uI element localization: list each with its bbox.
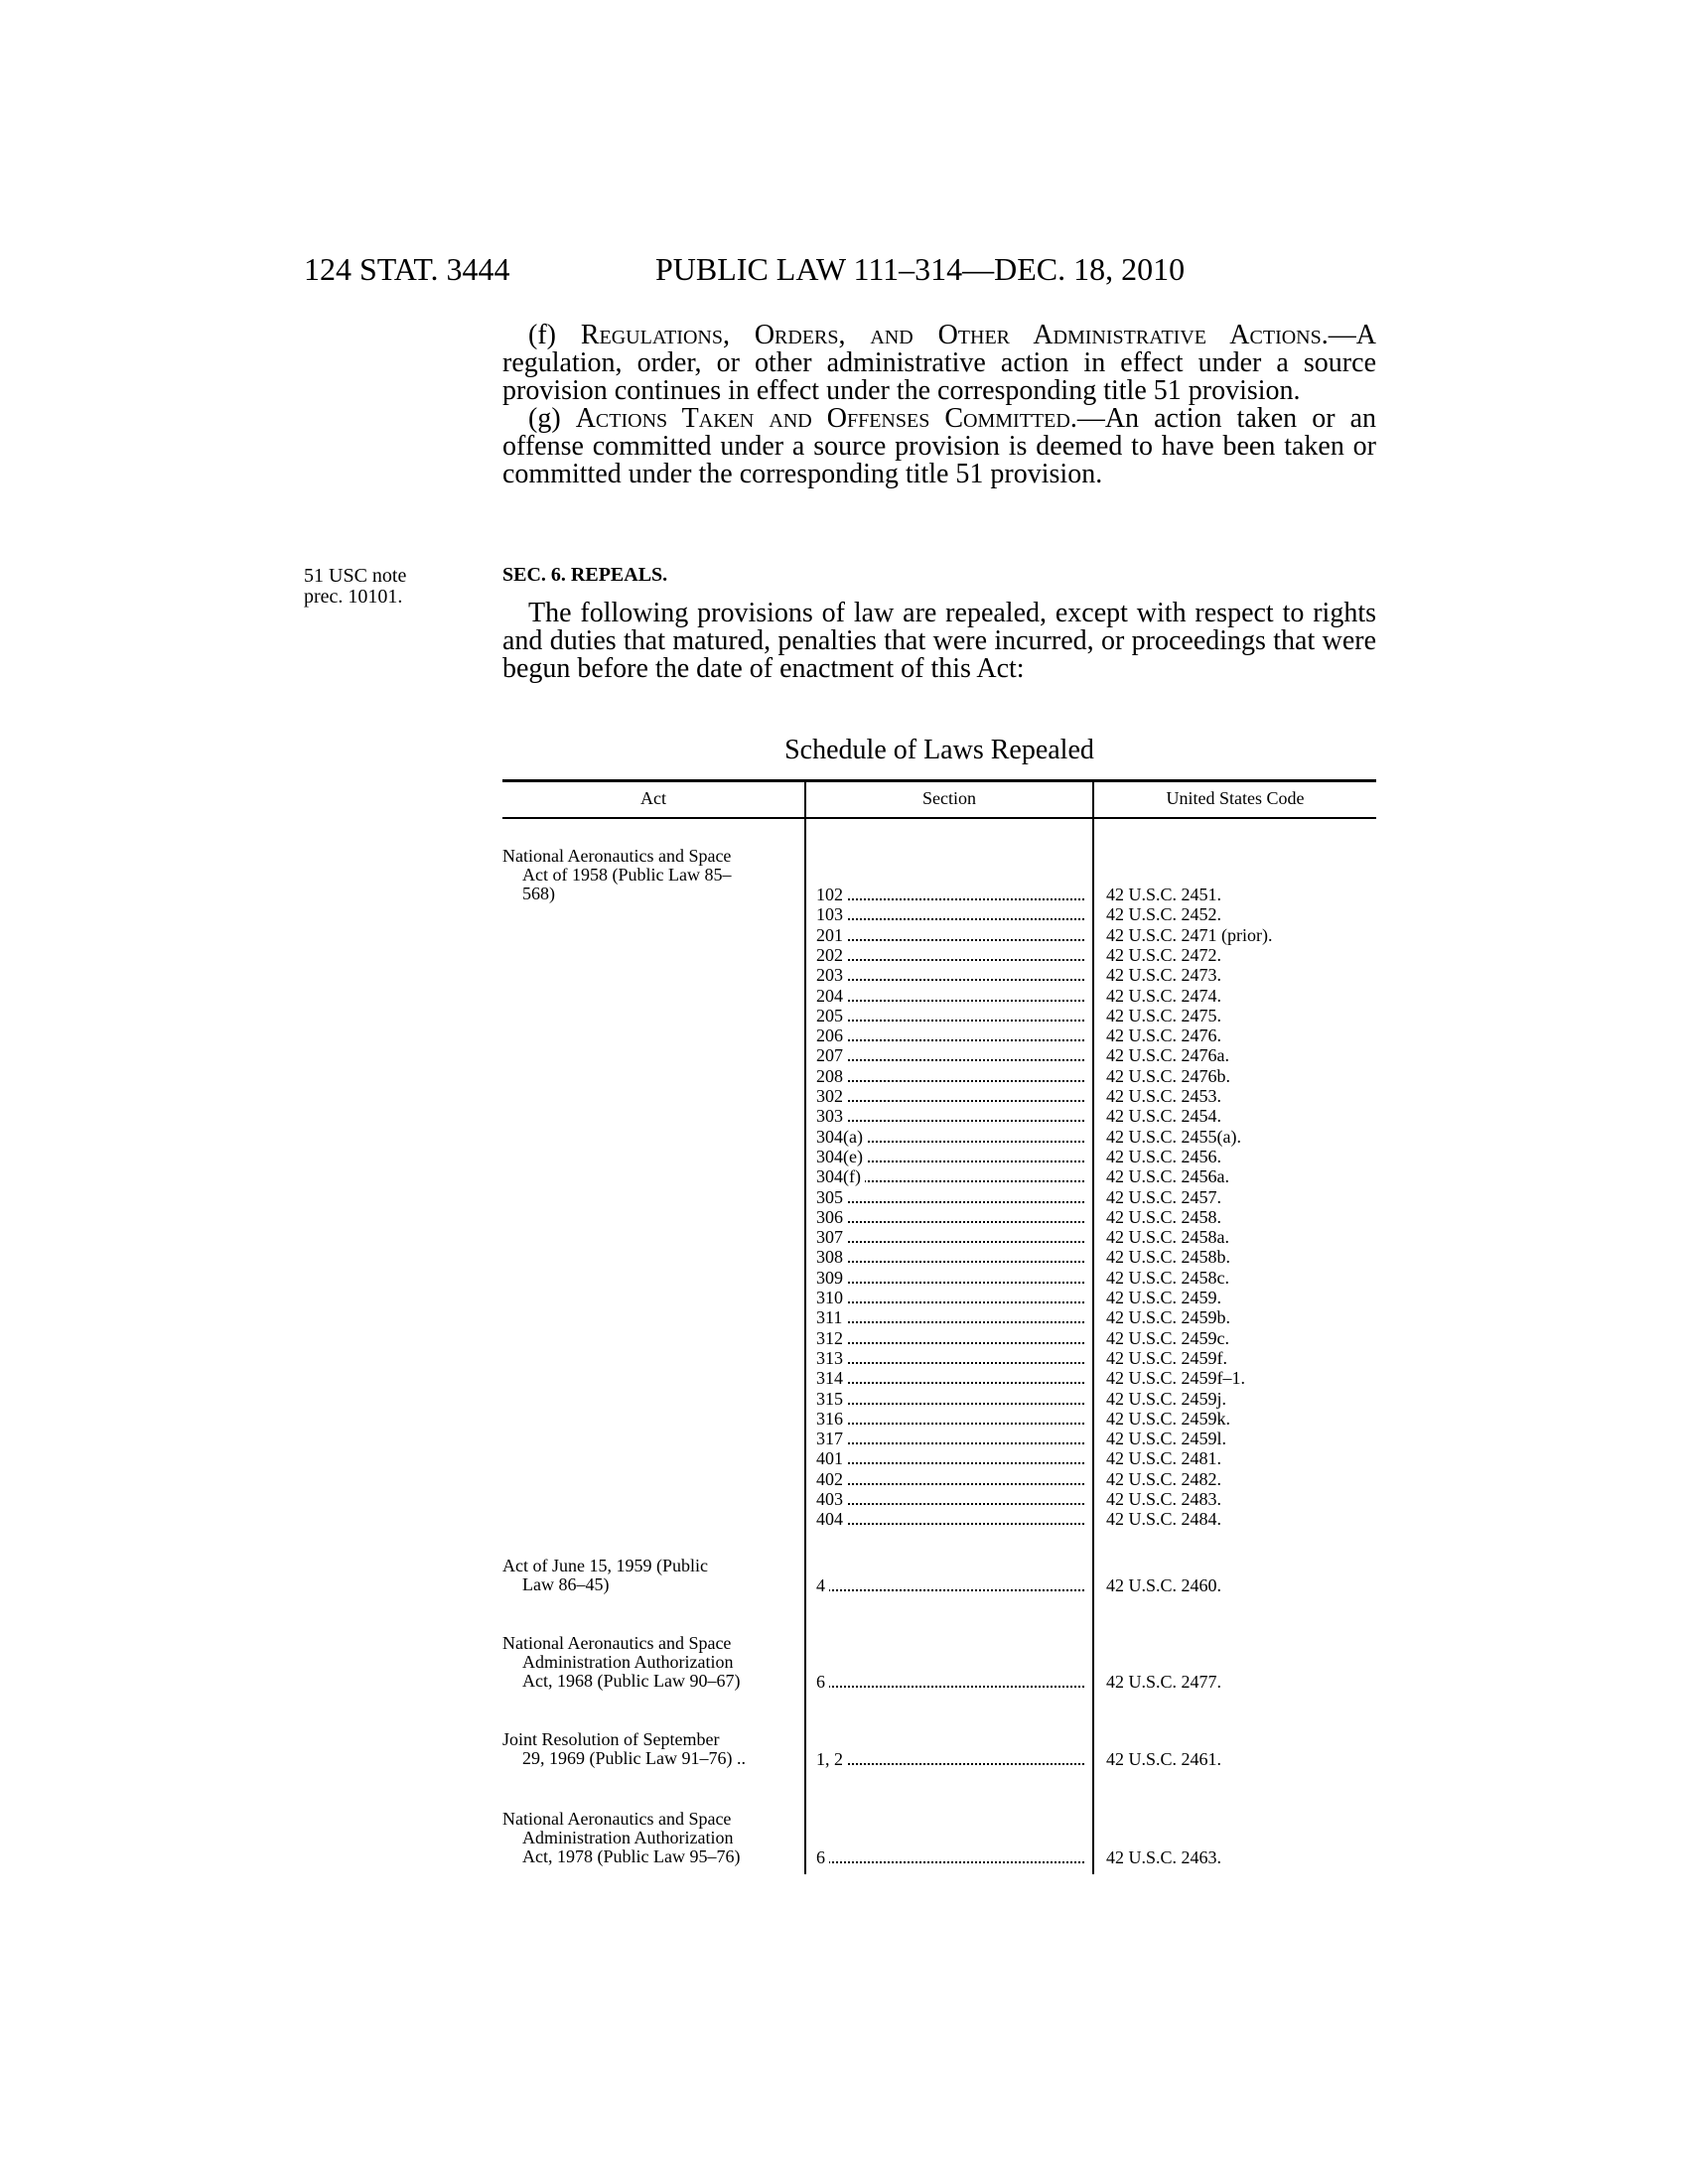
dot-leader bbox=[816, 1362, 1084, 1364]
section-number: 102 bbox=[816, 885, 847, 904]
usc-citation: 42 U.S.C. 2484. bbox=[1106, 1509, 1222, 1530]
dot-leader bbox=[816, 1483, 1084, 1485]
paragraph-f bbox=[502, 322, 1376, 405]
act-cell bbox=[502, 1634, 800, 1691]
act-line: Law 86–45) bbox=[522, 1574, 610, 1594]
section-cell bbox=[816, 965, 1084, 985]
section-number: 308 bbox=[816, 1247, 847, 1267]
dot-leader bbox=[816, 918, 1084, 920]
section-cell bbox=[816, 1268, 1084, 1288]
section-cell bbox=[816, 1288, 1084, 1307]
act-cell bbox=[502, 847, 800, 903]
usc-citation: 42 U.S.C. 2458. bbox=[1106, 1206, 1222, 1227]
act-line: Joint Resolution of September bbox=[502, 1729, 720, 1749]
act-cell bbox=[502, 1557, 800, 1594]
table-top-rule bbox=[502, 779, 1376, 782]
column-header-act: Act bbox=[640, 788, 666, 808]
dot-leader bbox=[816, 1462, 1084, 1464]
section-number: 316 bbox=[816, 1409, 847, 1429]
act-line: Administration Authorization bbox=[522, 1652, 734, 1672]
dot-leader bbox=[816, 1503, 1084, 1505]
section-number: 206 bbox=[816, 1025, 847, 1045]
section-cell bbox=[816, 1086, 1084, 1106]
section-cell bbox=[816, 1166, 1084, 1186]
usc-citation: 42 U.S.C. 2459f. bbox=[1106, 1347, 1228, 1368]
section-cell bbox=[816, 1575, 1084, 1595]
act-cell bbox=[502, 1730, 800, 1768]
usc-citation: 42 U.S.C. 2483. bbox=[1106, 1489, 1222, 1509]
section-number: 103 bbox=[816, 904, 847, 924]
usc-citation: 42 U.S.C. 2455(a). bbox=[1106, 1126, 1241, 1147]
public-law-title: PUBLIC LAW 111–314—DEC. 18, 2010 bbox=[655, 251, 1186, 287]
act-line: Act of 1958 (Public Law 85– bbox=[522, 865, 732, 885]
section-number: 315 bbox=[816, 1389, 847, 1409]
usc-citation: 42 U.S.C. 2457. bbox=[1106, 1186, 1222, 1207]
usc-citation: 42 U.S.C. 2472. bbox=[1106, 944, 1222, 965]
usc-citation: 42 U.S.C. 2471 (prior). bbox=[1106, 924, 1273, 945]
section-cell bbox=[816, 1409, 1084, 1429]
usc-citation: 42 U.S.C. 2458b. bbox=[1106, 1247, 1231, 1268]
section-cell bbox=[816, 1509, 1084, 1529]
section-number: 309 bbox=[816, 1268, 847, 1288]
section-cell bbox=[816, 1328, 1084, 1348]
section-number: 202 bbox=[816, 945, 847, 965]
section-number: 302 bbox=[816, 1086, 847, 1106]
dot-leader bbox=[816, 1382, 1084, 1384]
dot-leader bbox=[816, 1403, 1084, 1405]
section-heading: SEC. 6. REPEALS. bbox=[502, 564, 668, 586]
usc-citation: 42 U.S.C. 2460. bbox=[1106, 1575, 1222, 1595]
dot-leader bbox=[816, 939, 1084, 941]
section-cell bbox=[816, 1469, 1084, 1489]
usc-citation: 42 U.S.C. 2459l. bbox=[1106, 1429, 1227, 1449]
section-cell bbox=[816, 904, 1084, 924]
section-cell bbox=[816, 1847, 1084, 1867]
section-number: 4 bbox=[816, 1575, 829, 1595]
section-number: 404 bbox=[816, 1509, 847, 1529]
act-line: National Aeronautics and Space bbox=[502, 1809, 732, 1829]
usc-citation: 42 U.S.C. 2458c. bbox=[1106, 1267, 1230, 1288]
margin-note-line: prec. 10101. bbox=[304, 586, 403, 608]
usc-citation: 42 U.S.C. 2482. bbox=[1106, 1468, 1222, 1489]
dot-leader bbox=[816, 1301, 1084, 1303]
section-cell bbox=[816, 1207, 1084, 1227]
section-cell bbox=[816, 1127, 1084, 1147]
dot-leader bbox=[816, 1201, 1084, 1203]
section-cell bbox=[816, 1045, 1084, 1065]
stat-page-number: 124 STAT. 3444 bbox=[304, 251, 510, 287]
section-number: 205 bbox=[816, 1006, 847, 1025]
usc-citation: 42 U.S.C. 2459f–1. bbox=[1106, 1368, 1246, 1389]
section-body: The following provisions of law are repealed, except with respect to rights and duties that matured, penalties that were incurred, or proceedings that were begun before the date of enactment of this Act: bbox=[502, 598, 1376, 684]
section-number: 303 bbox=[816, 1106, 847, 1126]
table-header-rule bbox=[502, 817, 1376, 819]
dot-leader bbox=[816, 979, 1084, 981]
usc-citation: 42 U.S.C. 2459j. bbox=[1106, 1388, 1227, 1409]
dot-leader bbox=[816, 1321, 1084, 1323]
section-cell bbox=[816, 1489, 1084, 1509]
column-header-section: Section bbox=[922, 788, 976, 808]
dot-leader bbox=[816, 1442, 1084, 1444]
section-cell bbox=[816, 1066, 1084, 1086]
section-number: 311 bbox=[816, 1307, 846, 1327]
act-line: 29, 1969 (Public Law 91–76) .. bbox=[522, 1748, 746, 1768]
subsection-f bbox=[502, 322, 1376, 488]
section-number: 1, 2 bbox=[816, 1749, 847, 1769]
usc-citation: 42 U.S.C. 2477. bbox=[1106, 1672, 1222, 1692]
dot-leader bbox=[816, 1100, 1084, 1102]
usc-citation: 42 U.S.C. 2459. bbox=[1106, 1288, 1222, 1307]
dot-leader bbox=[816, 1120, 1084, 1122]
section-cell bbox=[816, 1227, 1084, 1247]
section-number: 304(e) bbox=[816, 1147, 867, 1166]
dot-leader bbox=[816, 1763, 1084, 1765]
column-divider bbox=[804, 782, 806, 1874]
paragraph-g-heading: Actions Taken and Offenses Committed bbox=[575, 403, 1070, 434]
section-number: 313 bbox=[816, 1348, 847, 1368]
usc-citation: 42 U.S.C. 2452. bbox=[1106, 904, 1222, 925]
act-line: 568) bbox=[522, 884, 555, 903]
usc-citation: 42 U.S.C. 2481. bbox=[1106, 1448, 1222, 1469]
section-number: 203 bbox=[816, 965, 847, 985]
usc-citation: 42 U.S.C. 2453. bbox=[1106, 1086, 1222, 1106]
section-number: 317 bbox=[816, 1429, 847, 1448]
dot-leader bbox=[816, 1080, 1084, 1082]
dot-leader bbox=[816, 1241, 1084, 1243]
usc-citation: 42 U.S.C. 2474. bbox=[1106, 985, 1222, 1006]
section-number: 403 bbox=[816, 1489, 847, 1509]
paragraph-f-heading: Regulations, Orders, and Other Administrative Actions bbox=[580, 320, 1322, 350]
usc-citation: 42 U.S.C. 2476. bbox=[1106, 1025, 1222, 1046]
section-cell bbox=[816, 1106, 1084, 1126]
act-line: National Aeronautics and Space bbox=[502, 846, 732, 866]
section-number: 201 bbox=[816, 925, 847, 945]
section-cell bbox=[816, 925, 1084, 945]
section-cell bbox=[816, 1389, 1084, 1409]
table-title: Schedule of Laws Repealed bbox=[784, 735, 1094, 765]
section-cell bbox=[816, 1368, 1084, 1388]
act-line: Act of June 15, 1959 (Public bbox=[502, 1556, 708, 1575]
dot-leader bbox=[816, 898, 1084, 900]
paragraph-g-label: (g) bbox=[528, 403, 576, 434]
section-cell bbox=[816, 1187, 1084, 1207]
act-line: Administration Authorization bbox=[522, 1828, 734, 1847]
dot-leader bbox=[816, 1221, 1084, 1223]
section-number: 401 bbox=[816, 1448, 847, 1468]
section-cell bbox=[816, 1429, 1084, 1448]
section-number: 208 bbox=[816, 1066, 847, 1086]
page-header bbox=[304, 251, 1376, 291]
margin-note bbox=[304, 566, 443, 608]
paragraph-f-label: (f) bbox=[528, 320, 581, 350]
act-line: Act, 1978 (Public Law 95–76) bbox=[522, 1846, 741, 1866]
section-cell bbox=[816, 986, 1084, 1006]
usc-citation: 42 U.S.C. 2459k. bbox=[1106, 1408, 1231, 1429]
section-number: 304(f) bbox=[816, 1166, 865, 1186]
usc-citation: 42 U.S.C. 2461. bbox=[1106, 1749, 1222, 1769]
usc-citation: 42 U.S.C. 2473. bbox=[1106, 965, 1222, 986]
dot-leader bbox=[816, 1589, 1084, 1591]
section-number: 6 bbox=[816, 1672, 829, 1692]
section-number: 305 bbox=[816, 1187, 847, 1207]
section-cell bbox=[816, 1307, 1084, 1327]
section-number: 6 bbox=[816, 1847, 829, 1867]
act-line: Act, 1968 (Public Law 90–67) bbox=[522, 1671, 741, 1691]
usc-citation: 42 U.S.C. 2463. bbox=[1106, 1847, 1222, 1867]
section-cell bbox=[816, 885, 1084, 904]
act-cell bbox=[502, 1810, 800, 1866]
column-header-code: United States Code bbox=[1166, 788, 1305, 808]
dot-leader bbox=[816, 1686, 1084, 1688]
section-number: 204 bbox=[816, 986, 847, 1006]
section-number: 310 bbox=[816, 1288, 847, 1307]
section-number: 207 bbox=[816, 1045, 847, 1065]
usc-citation: 42 U.S.C. 2475. bbox=[1106, 1005, 1222, 1025]
section-number: 312 bbox=[816, 1328, 847, 1348]
dot-leader bbox=[816, 1020, 1084, 1022]
section-cell bbox=[816, 1025, 1084, 1045]
usc-citation: 42 U.S.C. 2476b. bbox=[1106, 1065, 1231, 1086]
dot-leader bbox=[816, 1039, 1084, 1041]
section-cell bbox=[816, 1247, 1084, 1267]
section-number: 402 bbox=[816, 1469, 847, 1489]
dot-leader bbox=[816, 1423, 1084, 1425]
section-number: 307 bbox=[816, 1227, 847, 1247]
usc-citation: 42 U.S.C. 2459b. bbox=[1106, 1307, 1231, 1328]
usc-citation: 42 U.S.C. 2476a. bbox=[1106, 1045, 1230, 1066]
section-cell bbox=[816, 1147, 1084, 1166]
column-divider bbox=[1092, 782, 1094, 1874]
margin-note-line: 51 USC note bbox=[304, 565, 407, 587]
usc-citation: 42 U.S.C. 2456a. bbox=[1106, 1166, 1230, 1187]
usc-citation: 42 U.S.C. 2459c. bbox=[1106, 1327, 1230, 1348]
dot-leader bbox=[816, 1059, 1084, 1061]
usc-citation: 42 U.S.C. 2458a. bbox=[1106, 1227, 1230, 1248]
section-number: 304(a) bbox=[816, 1127, 867, 1147]
section-cell bbox=[816, 1448, 1084, 1468]
dot-leader bbox=[816, 1342, 1084, 1344]
section-cell bbox=[816, 945, 1084, 965]
usc-citation: 42 U.S.C. 2454. bbox=[1106, 1106, 1222, 1127]
dot-leader bbox=[816, 1261, 1084, 1263]
dot-leader bbox=[816, 1861, 1084, 1863]
dot-leader bbox=[816, 1282, 1084, 1284]
dot-leader bbox=[816, 1523, 1084, 1525]
paragraph-g-text: .—An action taken or an offense committed under a source provision is deemed to have been taken or committed under the corresponding title 51 provision. bbox=[502, 403, 1377, 489]
section-number: 314 bbox=[816, 1368, 847, 1388]
section-cell bbox=[816, 1006, 1084, 1025]
paragraph-g bbox=[502, 405, 1376, 488]
dot-leader bbox=[816, 1000, 1084, 1002]
section-cell bbox=[816, 1672, 1084, 1692]
usc-citation: 42 U.S.C. 2451. bbox=[1106, 885, 1222, 904]
section-number: 306 bbox=[816, 1207, 847, 1227]
paragraph-f-text: .—A regulation, order, or other administrative action in effect under a source provision continues in effect under the corresponding title 51 provision. bbox=[502, 320, 1376, 406]
usc-citation: 42 U.S.C. 2456. bbox=[1106, 1146, 1222, 1166]
act-line: National Aeronautics and Space bbox=[502, 1633, 732, 1653]
section-cell bbox=[816, 1348, 1084, 1368]
section-cell bbox=[816, 1749, 1084, 1769]
dot-leader bbox=[816, 959, 1084, 961]
